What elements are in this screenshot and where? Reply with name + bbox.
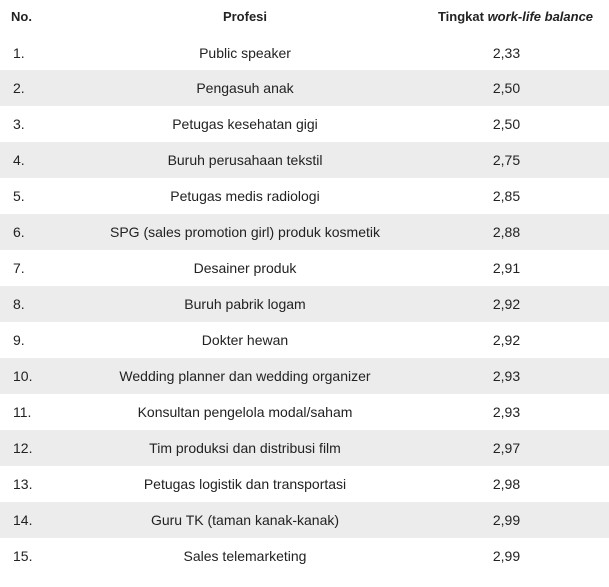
- row-profesi: Sales telemarketing: [68, 538, 422, 574]
- header-value: [422, 0, 609, 34]
- row-number: 9.: [0, 322, 68, 358]
- row-value: 2,93: [422, 358, 609, 394]
- row-number: 7.: [0, 250, 68, 286]
- table-row: [0, 538, 609, 574]
- table-row: [0, 214, 609, 250]
- table-row: [0, 358, 609, 394]
- table-row: [0, 70, 609, 106]
- table-row: [0, 142, 609, 178]
- row-profesi: Konsultan pengelola modal/saham: [68, 394, 422, 430]
- table-row: [0, 394, 609, 430]
- row-number: 5.: [0, 178, 68, 214]
- table-row: [0, 430, 609, 466]
- row-profesi: Petugas medis radiologi: [68, 178, 422, 214]
- row-profesi: Pengasuh anak: [68, 70, 422, 106]
- row-profesi: Petugas kesehatan gigi: [68, 106, 422, 142]
- header-value-prefix: Tingkat: [437, 9, 488, 24]
- header-value-emphasis: work-life balance: [487, 9, 594, 24]
- row-number: 12.: [0, 430, 68, 466]
- row-profesi: Dokter hewan: [68, 322, 422, 358]
- row-value: 2,88: [422, 214, 609, 250]
- table-body: [0, 34, 609, 574]
- row-value: 2,92: [422, 322, 609, 358]
- row-value: 2,50: [422, 70, 609, 106]
- table-row: [0, 322, 609, 358]
- row-profesi: Public speaker: [68, 34, 422, 70]
- row-number: 13.: [0, 466, 68, 502]
- row-profesi: Wedding planner dan wedding organizer: [68, 358, 422, 394]
- row-value: 2,98: [422, 466, 609, 502]
- row-value: 2,93: [422, 394, 609, 430]
- row-value: 2,99: [422, 502, 609, 538]
- table-row: [0, 286, 609, 322]
- row-number: 14.: [0, 502, 68, 538]
- row-value: 2,91: [422, 250, 609, 286]
- row-number: 1.: [0, 34, 68, 70]
- table-row: [0, 250, 609, 286]
- row-number: 3.: [0, 106, 68, 142]
- header-row: [0, 0, 609, 34]
- row-profesi: Buruh perusahaan tekstil: [68, 142, 422, 178]
- header-no: No.: [0, 0, 68, 34]
- row-profesi: Guru TK (taman kanak-kanak): [68, 502, 422, 538]
- row-value: 2,33: [422, 34, 609, 70]
- row-number: 8.: [0, 286, 68, 322]
- header-profesi: Profesi: [68, 0, 422, 34]
- row-value: 2,97: [422, 430, 609, 466]
- row-number: 15.: [0, 538, 68, 574]
- row-value: 2,99: [422, 538, 609, 574]
- row-profesi: Desainer produk: [68, 250, 422, 286]
- row-number: 10.: [0, 358, 68, 394]
- row-profesi: Buruh pabrik logam: [68, 286, 422, 322]
- table-row: [0, 106, 609, 142]
- row-value: 2,75: [422, 142, 609, 178]
- row-profesi: SPG (sales promotion girl) produk kosmetik: [68, 214, 422, 250]
- row-value: 2,92: [422, 286, 609, 322]
- row-number: 4.: [0, 142, 68, 178]
- row-number: 11.: [0, 394, 68, 430]
- table-row: [0, 466, 609, 502]
- row-profesi: Tim produksi dan distribusi film: [68, 430, 422, 466]
- row-profesi: Petugas logistik dan transportasi: [68, 466, 422, 502]
- row-number: 2.: [0, 70, 68, 106]
- table-row: [0, 34, 609, 70]
- table-row: [0, 502, 609, 538]
- row-value: 2,50: [422, 106, 609, 142]
- table-header: [0, 0, 609, 34]
- row-value: 2,85: [422, 178, 609, 214]
- row-number: 6.: [0, 214, 68, 250]
- table-row: [0, 178, 609, 214]
